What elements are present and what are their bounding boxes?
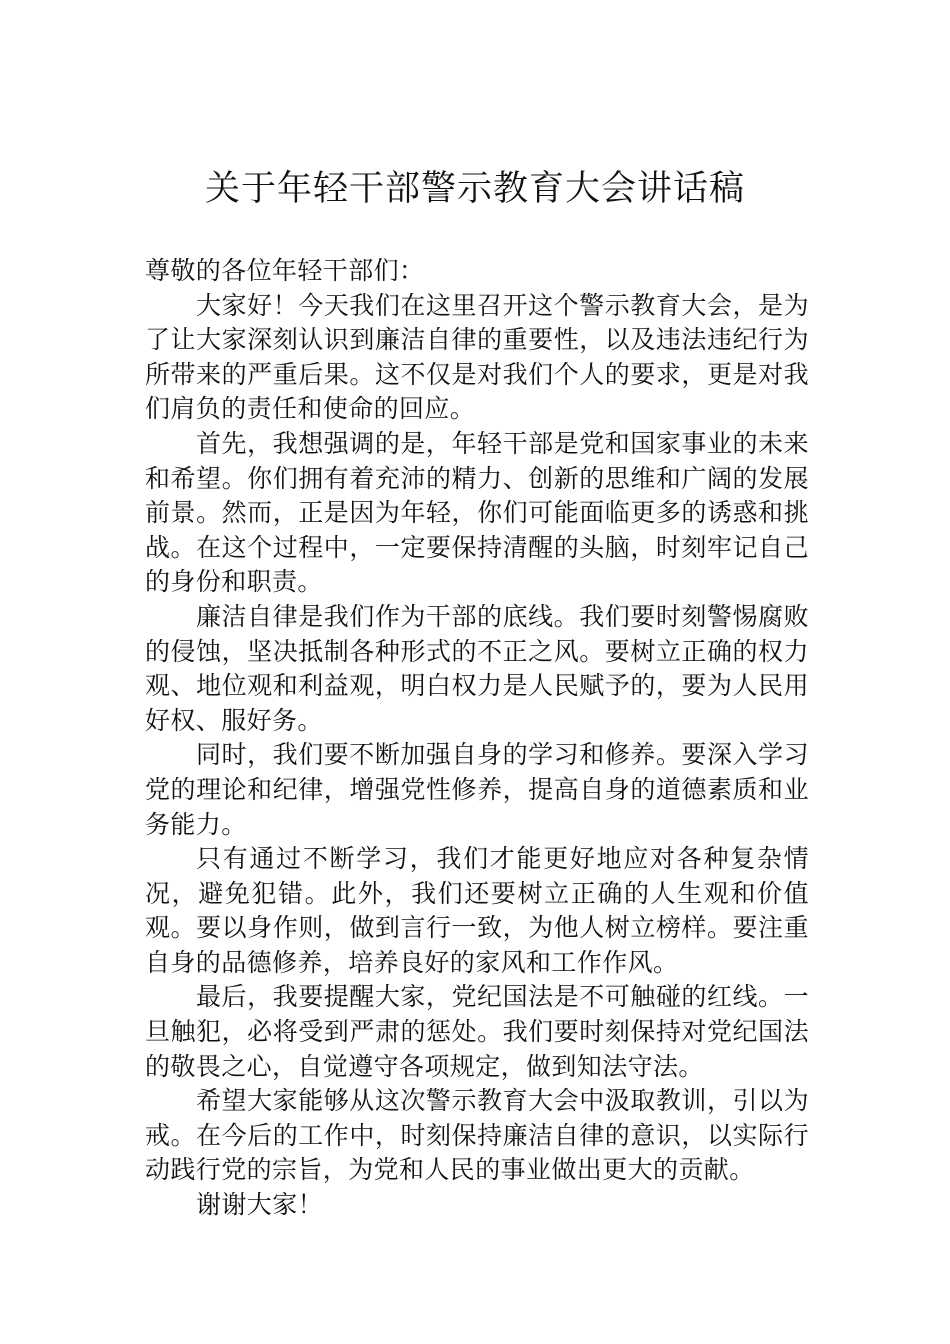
paragraph: 首先，我想强调的是，年轻干部是党和国家事业的未来和希望。你们拥有着充沛的精力、创新的思维和广阔的发展前景。然而，正是因为年轻，你们可能面临更多的诱惑和挑战。在这个过程中，一定要保持清醒的头脑，时刻牢记自己的身份和职责。 <box>145 428 809 597</box>
paragraph: 最后，我要提醒大家，党纪国法是不可触碰的红线。一旦触犯，必将受到严肃的惩处。我们要时刻保持对党纪国法的敬畏之心，自觉遵守各项规定，做到知法守法。 <box>145 982 809 1081</box>
paragraph: 廉洁自律是我们作为干部的底线。我们要时刻警惕腐败的侵蚀，坚决抵制各种形式的不正之风。要树立正确的权力观、地位观和利益观，明白权力是人民赋予的，要为人民用好权、服好务。 <box>145 601 809 735</box>
paragraph: 同时，我们要不断加强自身的学习和修养。要深入学习党的理论和纪律，增强党性修养，提高自身的道德素质和业务能力。 <box>145 740 809 839</box>
paragraph: 大家好！今天我们在这里召开这个警示教育大会，是为了让大家深刻认识到廉洁自律的重要性，以及违法违纪行为所带来的严重后果。这不仅是对我们个人的要求，更是对我们肩负的责任和使命的回应。 <box>145 290 809 424</box>
paragraph: 只有通过不断学习，我们才能更好地应对各种复杂情况，避免犯错。此外，我们还要树立正确的人生观和价值观。要以身作则，做到言行一致，为他人树立榜样。要注重自身的品德修养，培养良好的家风和工作作风。 <box>145 844 809 977</box>
document-title: 关于年轻干部警示教育大会讲话稿 <box>204 169 745 209</box>
document-body <box>145 254 809 1223</box>
closing-line: 谢谢大家！ <box>196 1190 324 1220</box>
salutation: 尊敬的各位年轻干部们： <box>145 256 425 285</box>
paragraph: 希望大家能够从这次警示教育大会中汲取教训，引以为戒。在今后的工作中，时刻保持廉洁自律的意识，以实际行动践行党的宗旨，为党和人民的事业做出更大的贡献。 <box>145 1086 809 1185</box>
